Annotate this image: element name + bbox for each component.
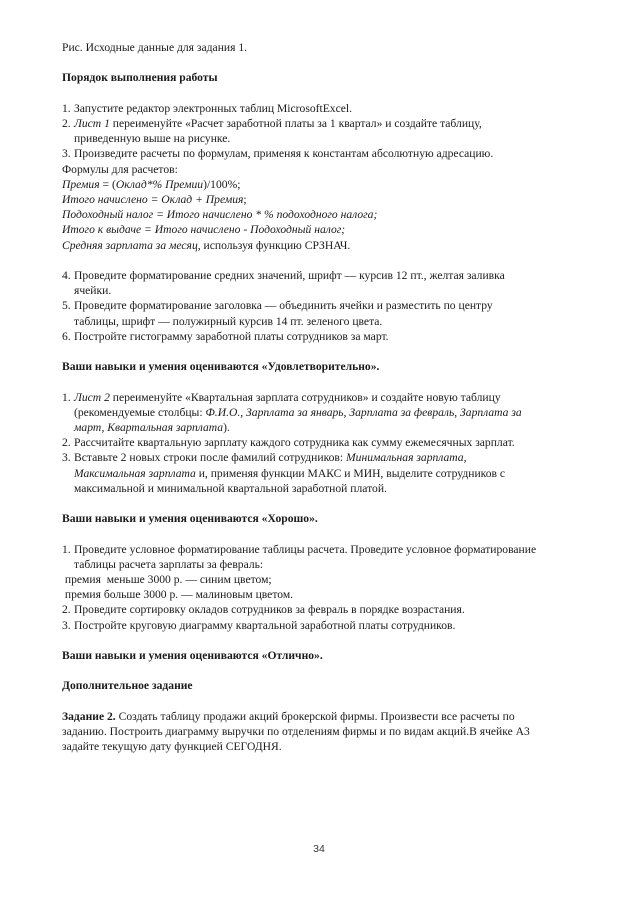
list-text: Проведите условное форматирование таблицы расчета. Проведите условное форматирование: [74, 542, 537, 556]
task2-item-2: [62, 435, 587, 450]
formula-total-accrued: Итого начислено = Оклад + Премия;: [62, 193, 247, 206]
task3-item-1: [62, 542, 587, 557]
page-number: 34: [313, 843, 325, 855]
list-text-continued: таблицы, шрифт — полужирный курсив 14 пт. зеленого цвета.: [74, 314, 383, 328]
formulas-label: Формулы для расчетов:: [62, 162, 178, 176]
list-text: Рассчитайте квартальную зарплату каждого сотрудника как сумму ежемесячных зарплат.: [74, 436, 515, 450]
task3-item-2: [62, 602, 587, 617]
list-text: Произведите расчеты по формулам, применяя к константам абсолютную адресацию.: [74, 147, 494, 161]
list-number: 1.: [62, 101, 71, 115]
formula-payout: Итого к выдаче = Итого начислено - Подоходный налог;: [62, 223, 346, 237]
list-text: Постройте круговую диаграмму квартальной заработной платы сотрудников.: [74, 618, 456, 632]
condition-blue: премия меньше 3000 р. — синим цветом;: [62, 573, 272, 586]
extra-task-heading: Дополнительное задание: [62, 679, 193, 693]
list-number: 3.: [62, 147, 71, 161]
list-number: 1.: [62, 542, 71, 556]
extra-task-text-continued: заданию. Построить диаграмму выручки по отделениям фирмы и по видам акций.В ячейке А3: [62, 724, 530, 738]
extra-task-text: Задание 2. Создать таблицу продажи акций брокерской фирмы. Произвести все расчеты по: [62, 709, 515, 723]
task3-item-3: [62, 618, 587, 633]
list-text-continued: приведенную выше на рисунке.: [74, 132, 231, 146]
extra-task-text-continued: задайте текущую дату функцией СЕГОДНЯ.: [62, 740, 282, 754]
list-text-continued: (рекомендуемые столбцы: Ф.И.О., Зарплата за январь, Зарплата за февраль, Зарплата за: [74, 405, 522, 419]
list-number: 3.: [62, 618, 71, 632]
task1-item-6: [62, 329, 587, 344]
list-number: 2.: [62, 603, 71, 617]
grade-excellent-heading: Ваши навыки и умения оцениваются «Отлично».: [62, 649, 323, 662]
condition-crimson: премия больше 3000 р. — малиновым цветом.: [62, 588, 294, 602]
list-number: 2.: [62, 436, 71, 450]
list-text-continued: март, Квартальная зарплата).: [74, 421, 230, 434]
task1-item-1: [62, 101, 587, 116]
formula-bonus: Премия = (Оклад*% Премии)/100%;: [62, 177, 241, 191]
formula-income-tax: Подоходный налог = Итого начислено * % подоходного налога;: [62, 208, 378, 222]
figure-caption: Рис. Исходные данные для задания 1.: [62, 41, 248, 54]
task1-item-4: [62, 268, 587, 283]
list-number: 3.: [62, 451, 71, 465]
list-text: Проведите форматирование средних значений, шрифт — курсив 12 пт., желтая заливка: [74, 269, 505, 282]
list-number: 1.: [62, 390, 71, 404]
task1-item-5: [62, 298, 587, 313]
list-text: Проведите форматирование заголовка — объединить ячейки и разместить по центру: [74, 299, 493, 313]
task1-item-3: [62, 146, 587, 161]
procedure-heading: Порядок выполнения работы: [62, 71, 218, 85]
list-text: Постройте гистограмму заработной платы сотрудников за март.: [74, 329, 389, 343]
task2-item-3: [62, 450, 587, 465]
list-text-continued: таблицы расчета зарплаты за февраль:: [74, 557, 264, 571]
list-number: 4.: [62, 269, 71, 282]
list-text: Лист 1 переименуйте «Расчет заработной платы за 1 квартал» и создайте таблицу,: [74, 116, 482, 130]
list-text-continued: максимальной и минимальной квартальной заработной платой.: [74, 481, 387, 495]
formula-average-salary: Средняя зарплата за месяц, используя функцию СРЗНАЧ.: [62, 238, 351, 252]
list-number: 5.: [62, 299, 71, 313]
document-page: [62, 40, 587, 754]
list-text: Проведите сортировку окладов сотрудников за февраль в порядке возрастания.: [74, 603, 465, 617]
list-text-continued: ячейки.: [74, 284, 112, 298]
grade-satisfactory-heading: Ваши навыки и умения оцениваются «Удовлетворительно».: [62, 360, 380, 374]
grade-good-heading: Ваши навыки и умения оцениваются «Хорошо».: [62, 512, 318, 526]
list-text: Вставьте 2 новых строки после фамилий сотрудников: Минимальная зарплата,: [74, 451, 467, 465]
list-number: 6.: [62, 329, 71, 343]
task2-item-1: [62, 390, 587, 405]
list-text: Лист 2 переименуйте «Квартальная зарплата сотрудников» и создайте новую таблицу: [74, 390, 501, 404]
task1-item-2: [62, 116, 587, 131]
list-text-continued: Максимальная зарплата и, применяя функции МАКС и МИН, выделите сотрудников с: [74, 466, 506, 480]
list-number: 2.: [62, 116, 71, 130]
list-text: Запустите редактор электронных таблиц MicrosoftExcel.: [74, 101, 352, 115]
